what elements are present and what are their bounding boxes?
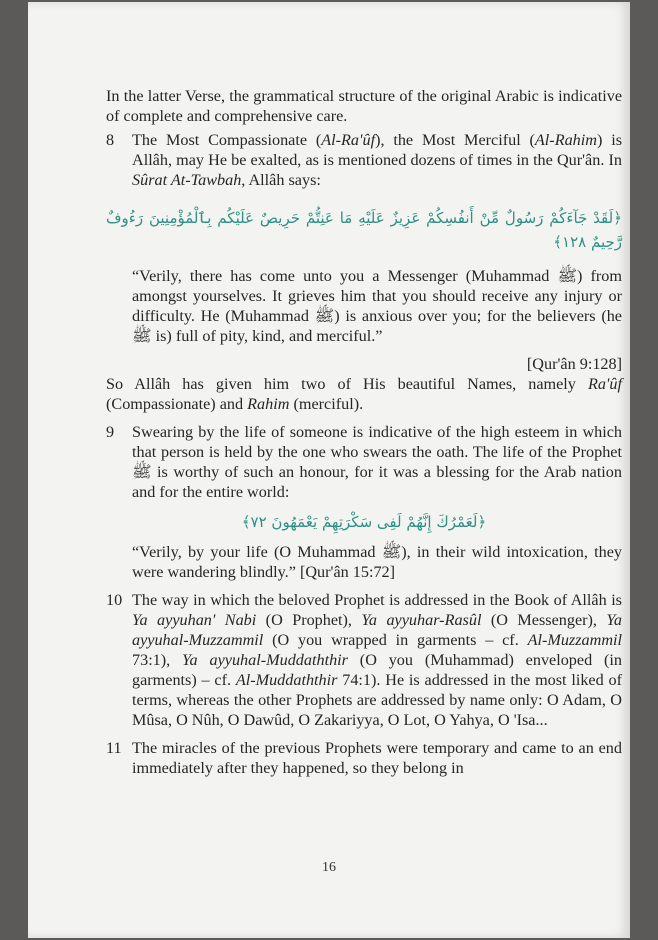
book-page xyxy=(28,2,630,938)
item-11 xyxy=(106,738,622,778)
item-number: 8 xyxy=(106,131,115,149)
page-content xyxy=(106,86,622,778)
item-8-text: The Most Compassionate (Al-Ra'ûf), the Most Merciful (Al-Rahim) is Allâh, may He be exalted, as is mentioned dozens of times in the Qur'ân. In Sûrat At-Tawbah, Allâh says: xyxy=(132,131,622,189)
item-10-text: The way in which the beloved Prophet is addressed in the Book of Allâh is Ya ayyuhan' Nabi (O Prophet), Ya ayyuhar-Rasûl (O Messenger), Ya ayyuhal-Muzzammil (O you wrapped in garments – cf. Al-Muzzammil 73:1), Ya ayyuhal-Muddaththir (O you (Muhammad) enveloped (in garments) – cf. Al-Muddaththir 74:1). He is addressed in the most liked of terms, whereas the other Prophets are addressed by name only: O Adam, O Mûsa, O Nûh, O Dawûd, O Zakariyya, O Lot, O Yahya, O 'Isa... xyxy=(132,591,622,729)
item-8 xyxy=(106,130,622,190)
item-10 xyxy=(106,590,622,730)
page-number: 16 xyxy=(322,860,336,875)
intro-paragraph: In the latter Verse, the grammatical structure of the original Arabic is indicative of complete and comprehensive care. xyxy=(106,87,622,125)
arabic-verse-9-128: ﴿لَقَدْ جَآءَكُمْ رَسُولٌ مِّنْ أَنفُسِكُمْ عَزِيزٌ عَلَيْهِ مَا عَنِتُّمْ حَرِيصٌ عَلَيْكُم بِٱلْمُؤْمِنِينَ رَءُوفٌ رَّحِيمٌ ١٢٨﴾ xyxy=(106,209,622,251)
item-number: 10 xyxy=(106,591,123,609)
quran-reference-1: [Qur'ân 9:128] xyxy=(526,355,622,373)
item-11-text: The miracles of the previous Prophets were temporary and came to an end immediately after they happened, so they belong in xyxy=(132,739,622,777)
item-number: 11 xyxy=(106,739,122,757)
after-8-paragraph: So Allâh has given him two of His beautiful Names, namely Ra'ûf (Compassionate) and Rahim (merciful). xyxy=(106,375,622,413)
translation-quote-2: “Verily, by your life (O Muhammad ﷺ), in their wild intoxication, they were wandering blindly.” [Qur'ân 15:72] xyxy=(132,543,622,581)
item-9-text: Swearing by the life of someone is indicative of the high esteem in which that person is held by the one who swears the oath. The life of the Prophet ﷺ is worthy of such an honour, for it was a blessing for the Arab nation and for the entire world: xyxy=(132,423,622,501)
arabic-verse-15-72: ﴿لَعَمْرُكَ إِنَّهُمْ لَفِى سَكْرَتِهِمْ يَعْمَهُونَ ٧٢﴾ xyxy=(241,513,487,531)
item-9 xyxy=(106,422,622,502)
item-number: 9 xyxy=(106,423,115,441)
translation-quote-1: “Verily, there has come unto you a Messenger (Muhammad ﷺ) from amongst yourselves. It grieves him that you should receive any injury or difficulty. He (Muhammad ﷺ) is anxious over you; for the believers (he ﷺ is) full of pity, kind, and merciful.” xyxy=(132,267,622,345)
